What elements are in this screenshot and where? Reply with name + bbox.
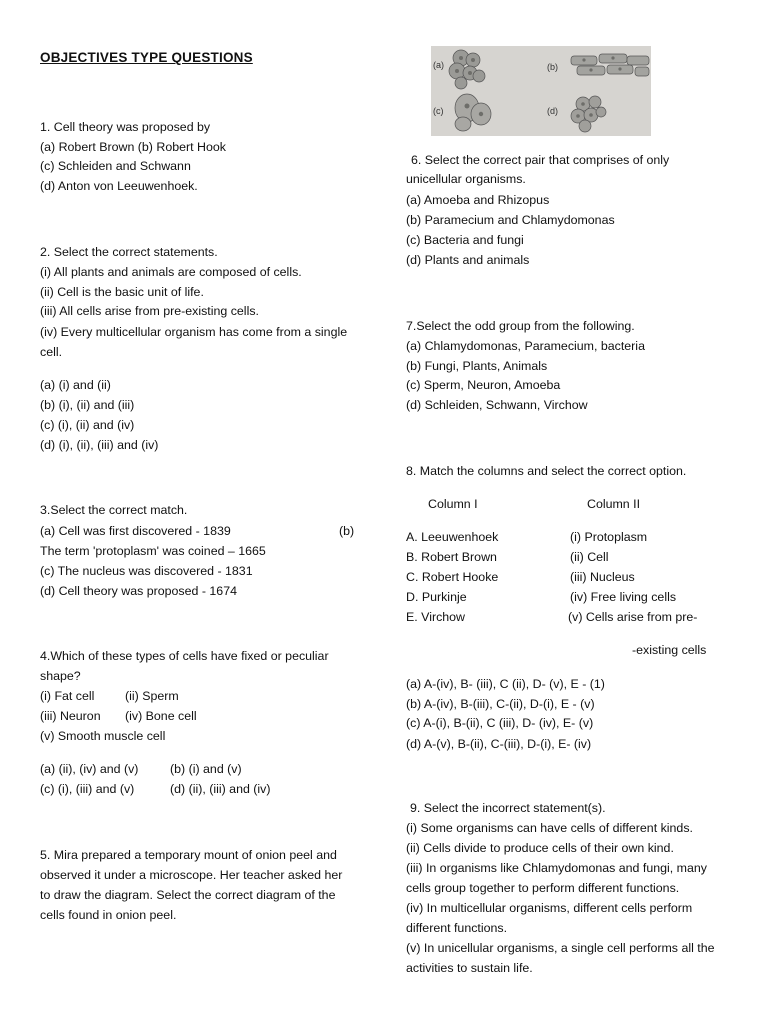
q8-row-e-right: (v) Cells arise from pre-	[568, 610, 698, 624]
cell-diagrams-svg	[431, 46, 651, 136]
q6-stem: 6. Select the correct pair that comprises of only	[411, 153, 670, 167]
q5-stem-4: cells found in onion peel.	[40, 908, 177, 922]
q8-row-a-left: A. Leeuwenhoek	[406, 530, 499, 544]
q4-item-ii: (ii) Sperm	[125, 689, 179, 703]
q2-option-a: (a) (i) and (ii)	[40, 378, 111, 392]
q3-option-d: (d) Cell theory was proposed - 1674	[40, 584, 237, 598]
q2-option-d: (d) (i), (ii), (iii) and (iv)	[40, 438, 159, 452]
q6-option-b: (b) Paramecium and Chlamydomonas	[406, 213, 615, 227]
q7-option-d: (d) Schleiden, Schwann, Virchow	[406, 398, 588, 412]
q4-option-b: (b) (i) and (v)	[170, 762, 242, 776]
q4-item-iii: (iii) Neuron	[40, 709, 101, 723]
q2-option-b: (b) (i), (ii) and (iii)	[40, 398, 135, 412]
q8-row-c-right: (iii) Nucleus	[570, 570, 635, 584]
diagram-d-cells	[571, 96, 606, 132]
q6-stem-cont: unicellular organisms.	[406, 172, 526, 186]
q9-statement-ii: (ii) Cells divide to produce cells of their own kind.	[406, 841, 674, 855]
q8-row-d-right: (iv) Free living cells	[570, 590, 677, 604]
page-title: OBJECTIVES TYPE QUESTIONS	[40, 50, 253, 65]
q8-row-e-left: E. Virchow	[406, 610, 465, 624]
q2-statement-iv-cont: cell.	[40, 345, 63, 359]
q4-item-iv: (iv) Bone cell	[125, 709, 197, 723]
q4-option-a: (a) (ii), (iv) and (v)	[40, 762, 139, 776]
q4-option-c: (c) (i), (iii) and (v)	[40, 782, 135, 796]
q5-stem-2: observed it under a microscope. Her teacher asked her	[40, 868, 343, 882]
q2-option-c: (c) (i), (ii) and (iv)	[40, 418, 135, 432]
diagram-a-cells	[449, 50, 485, 89]
q4-item-i: (i) Fat cell	[40, 689, 95, 703]
q1-options-ab: (a) Robert Brown (b) Robert Hook	[40, 140, 226, 154]
figure-label-b: (b)	[547, 62, 558, 72]
q9-statement-iv: (iv) In multicellular organisms, different cells perform	[406, 901, 693, 915]
q8-option-a: (a) A-(iv), B- (iii), C (ii), D- (v), E - (1)	[406, 677, 605, 691]
q8-column-1-header: Column I	[428, 497, 478, 511]
q4-stem: 4.Which of these types of cells have fixed or peculiar	[40, 649, 329, 663]
q7-option-a: (a) Chlamydomonas, Paramecium, bacteria	[406, 339, 645, 353]
q3-option-b: The term 'protoplasm' was coined – 1665	[40, 544, 266, 558]
diagram-c-cells	[455, 94, 491, 131]
q4-option-d: (d) (ii), (iii) and (iv)	[170, 782, 271, 796]
q8-row-c-left: C. Robert Hooke	[406, 570, 499, 584]
q8-option-b: (b) A-(iv), B-(iii), C-(ii), D-(i), E - (v)	[406, 697, 595, 711]
q9-statement-iii: (iii) In organisms like Chlamydomonas and fungi, many	[406, 861, 707, 875]
q2-statement-iii: (iii) All cells arise from pre-existing cells.	[40, 304, 259, 318]
q5-stem-3: to draw the diagram. Select the correct diagram of the	[40, 888, 336, 902]
figure-label-d: (d)	[547, 106, 558, 116]
q8-option-c: (c) A-(i), B-(ii), C (iii), D- (iv), E- (v)	[406, 716, 594, 730]
q4-item-v: (v) Smooth muscle cell	[40, 729, 166, 743]
q3-option-a: (a) Cell was first discovered - 1839	[40, 524, 231, 538]
figure-label-a: (a)	[433, 60, 444, 70]
q9-stem: 9. Select the incorrect statement(s).	[410, 801, 606, 815]
q1-option-c: (c) Schleiden and Schwann	[40, 159, 191, 173]
q9-statement-iii-cont: cells group together to perform different functions.	[406, 881, 680, 895]
q8-row-b-right: (ii) Cell	[570, 550, 609, 564]
q2-statement-i: (i) All plants and animals are composed of cells.	[40, 265, 302, 279]
q8-row-e-right-cont: -existing cells	[632, 643, 707, 657]
q8-row-a-right: (i) Protoplasm	[570, 530, 648, 544]
q6-option-c: (c) Bacteria and fungi	[406, 233, 524, 247]
q8-row-b-left: B. Robert Brown	[406, 550, 497, 564]
q6-option-d: (d) Plants and animals	[406, 253, 530, 267]
q4-stem-cont: shape?	[40, 669, 81, 683]
q2-stem: 2. Select the correct statements.	[40, 245, 218, 259]
figure-label-c: (c)	[433, 106, 444, 116]
q6-option-a: (a) Amoeba and Rhizopus	[406, 193, 550, 207]
q5-stem-1: 5. Mira prepared a temporary mount of onion peel and	[40, 848, 337, 862]
q7-option-c: (c) Sperm, Neuron, Amoeba	[406, 378, 561, 392]
q8-option-d: (d) A-(v), B-(ii), C-(iii), D-(i), E- (iv)	[406, 737, 592, 751]
q9-statement-i: (i) Some organisms can have cells of different kinds.	[406, 821, 693, 835]
q1-option-d: (d) Anton von Leeuwenhoek.	[40, 179, 198, 193]
q2-statement-iv: (iv) Every multicellular organism has come from a single	[40, 325, 348, 339]
q3-option-b-marker: (b)	[339, 524, 355, 538]
q7-option-b: (b) Fungi, Plants, Animals	[406, 359, 548, 373]
q8-column-2-header: Column II	[587, 497, 641, 511]
q3-option-c: (c) The nucleus was discovered - 1831	[40, 564, 253, 578]
q8-row-d-left: D. Purkinje	[406, 590, 467, 604]
q9-statement-iv-cont: different functions.	[406, 921, 508, 935]
q7-stem: 7.Select the odd group from the following.	[406, 319, 635, 333]
diagram-b-cells	[571, 54, 649, 76]
q3-stem: 3.Select the correct match.	[40, 503, 188, 517]
q2-statement-ii: (ii) Cell is the basic unit of life.	[40, 285, 204, 299]
cell-diagrams-figure	[431, 46, 651, 136]
q9-statement-v: (v) In unicellular organisms, a single cell performs all the	[406, 941, 715, 955]
q8-stem: 8. Match the columns and select the correct option.	[406, 464, 687, 478]
q9-statement-v-cont: activities to sustain life.	[406, 961, 533, 975]
q1-stem: 1. Cell theory was proposed by	[40, 120, 211, 134]
